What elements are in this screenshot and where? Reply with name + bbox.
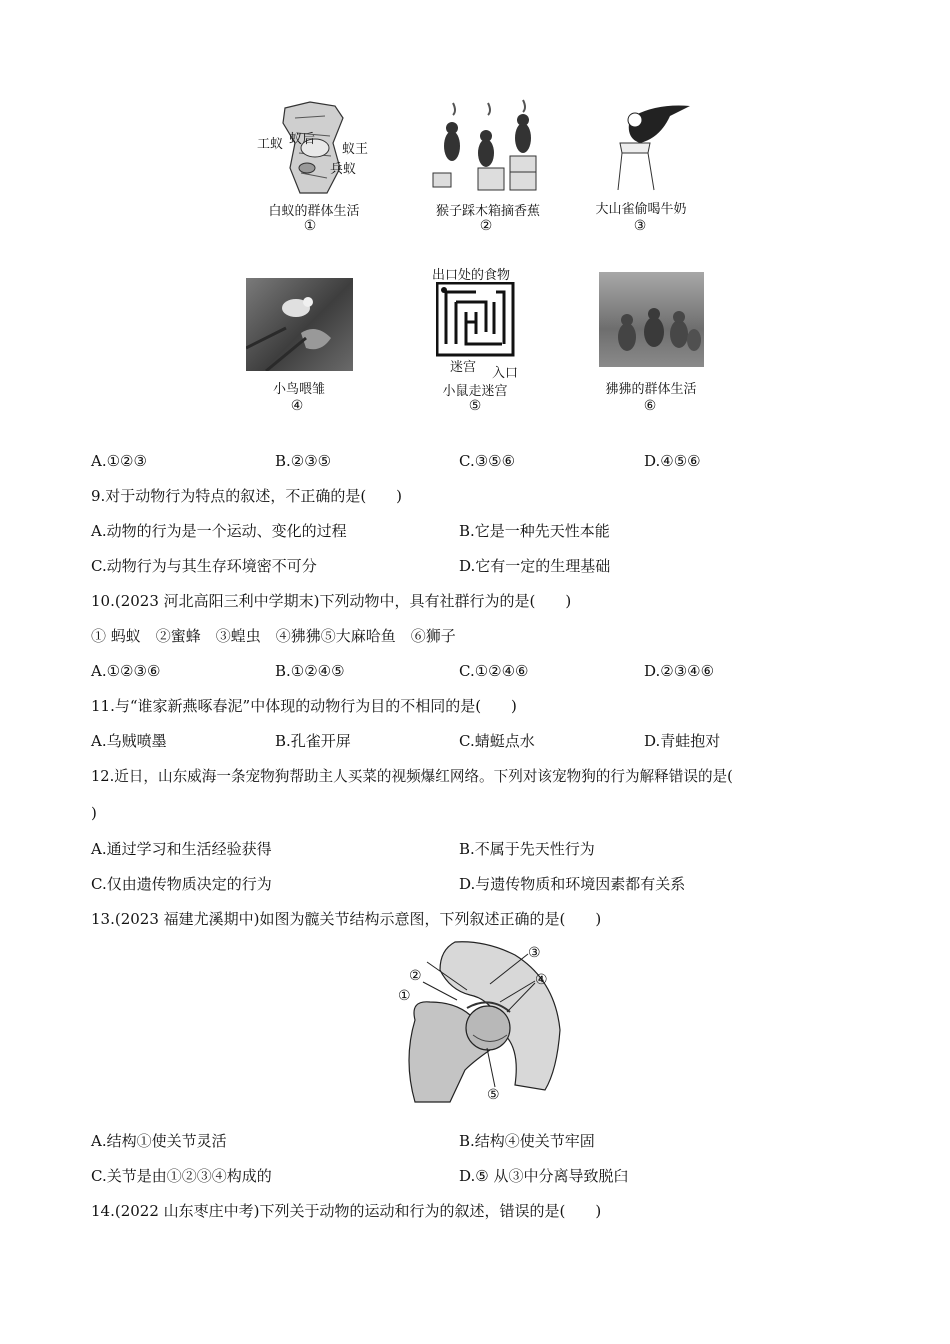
figure-caption: 大山雀偷喝牛奶: [595, 202, 687, 217]
hip-label-3: ③: [528, 945, 541, 961]
figure-caption: 小鼠走迷宫: [442, 384, 508, 399]
option-a[interactable]: A.①②③⑥: [91, 662, 161, 680]
label-worker-ant: 工蚁: [257, 137, 284, 152]
hip-joint-illustration: [395, 940, 575, 1105]
option-d[interactable]: D.与遗传物质和环境因素都有关系: [459, 875, 686, 893]
figure-monkeys: [428, 98, 548, 198]
hip-label-1: ①: [398, 988, 411, 1004]
option-d[interactable]: D.④⑤⑥: [644, 452, 701, 470]
option-b[interactable]: B.结构④使关节牢固: [459, 1132, 595, 1150]
option-b[interactable]: B.不属于先天性行为: [459, 840, 595, 858]
option-a[interactable]: A.动物的行为是一个运动、变化的过程: [91, 522, 347, 540]
label-soldier-ant: 兵蚁: [330, 162, 357, 177]
figure-caption: 白蚁的群体生活: [268, 204, 360, 219]
option-c[interactable]: C.关节是由①②③④构成的: [91, 1167, 272, 1185]
hip-label-5: ⑤: [487, 1087, 500, 1103]
hip-label-2: ②: [409, 968, 422, 984]
option-b[interactable]: B.孔雀开屏: [275, 732, 351, 750]
figure-great-tit: [610, 98, 700, 193]
label-entrance: 入口: [492, 366, 519, 381]
option-c[interactable]: C.①②④⑥: [459, 662, 529, 680]
figure-number: ⑥: [643, 398, 657, 414]
baboons-photo: [599, 272, 704, 367]
label-exit-food: 出口处的食物: [432, 268, 511, 283]
figure-maze: [436, 282, 516, 357]
figure-caption: 小鸟喂雏: [272, 382, 325, 397]
figure-number: ①: [303, 218, 317, 234]
option-a[interactable]: A.乌贼喷墨: [91, 732, 167, 750]
label-queen-ant: 蚁后: [289, 132, 316, 147]
option-d[interactable]: D.②③④⑥: [644, 662, 715, 680]
hip-label-4: ④: [535, 972, 548, 988]
option-b[interactable]: B.它是一种先天性本能: [459, 522, 610, 540]
label-maze: 迷宫: [450, 360, 477, 375]
option-c[interactable]: C.仅由遗传物质决定的行为: [91, 875, 272, 893]
figure-bird-feeding: [246, 278, 353, 371]
figure-number: ③: [633, 218, 647, 234]
monkeys-illustration: [428, 98, 548, 198]
question-stem-13: 13.(2023 福建尤溪期中)如图为髋关节结构示意图，下列叙述正确的是( ): [91, 910, 602, 928]
option-d[interactable]: D.青蛙抱对: [644, 732, 721, 750]
great-tit-illustration: [610, 98, 700, 193]
label-king-ant: 蚁王: [342, 142, 369, 157]
question-stem-14: 14.(2022 山东枣庄中考)下列关于动物的运动和行为的叙述，错误的是( ): [91, 1202, 602, 1220]
option-d[interactable]: D.⑤ 从③中分离导致脱臼: [459, 1167, 629, 1185]
figure-caption: 狒狒的群体生活: [605, 382, 697, 397]
option-a[interactable]: A.①②③: [91, 452, 147, 470]
option-b[interactable]: B.①②④⑤: [275, 662, 345, 680]
question-stem-12-cont: ): [91, 804, 97, 822]
option-d[interactable]: D.它有一定的生理基础: [459, 557, 611, 575]
option-a[interactable]: A.通过学习和生活经验获得: [91, 840, 272, 858]
question-stem-10: 10.(2023 河北高阳三利中学期末)下列动物中，具有社群行为的是( ): [91, 592, 572, 610]
maze-illustration: [436, 282, 516, 357]
figure-number: ⑤: [468, 398, 482, 414]
question-stem-9: 9.对于动物行为特点的叙述，不正确的是( ): [91, 487, 403, 505]
option-c[interactable]: C.③⑤⑥: [459, 452, 516, 470]
question-stem-11: 11.与“谁家新燕啄春泥”中体现的动物行为目的不相同的是( ): [91, 697, 517, 715]
figure-caption: 猴子踩木箱摘香蕉: [435, 204, 540, 219]
figure-hip-joint: [395, 940, 575, 1105]
option-a[interactable]: A.结构①使关节灵活: [91, 1132, 227, 1150]
question-stem-12: 12.近日，山东威海一条宠物狗帮助主人买菜的视频爆红网络。下列对该宠物狗的行为解释错误的是(: [91, 768, 733, 785]
figure-baboons: [599, 272, 704, 367]
option-c[interactable]: C.动物行为与其生存环境密不可分: [91, 557, 317, 575]
question-items-10: ① 蚂蚁 ②蜜蜂 ③蝗虫 ④狒狒⑤大麻哈鱼 ⑥狮子: [91, 627, 456, 645]
option-c[interactable]: C.蜻蜓点水: [459, 732, 535, 750]
figure-number: ②: [479, 218, 493, 234]
option-b[interactable]: B.②③⑤: [275, 452, 332, 470]
figure-number: ④: [290, 398, 304, 414]
bird-feeding-photo: [246, 278, 353, 371]
